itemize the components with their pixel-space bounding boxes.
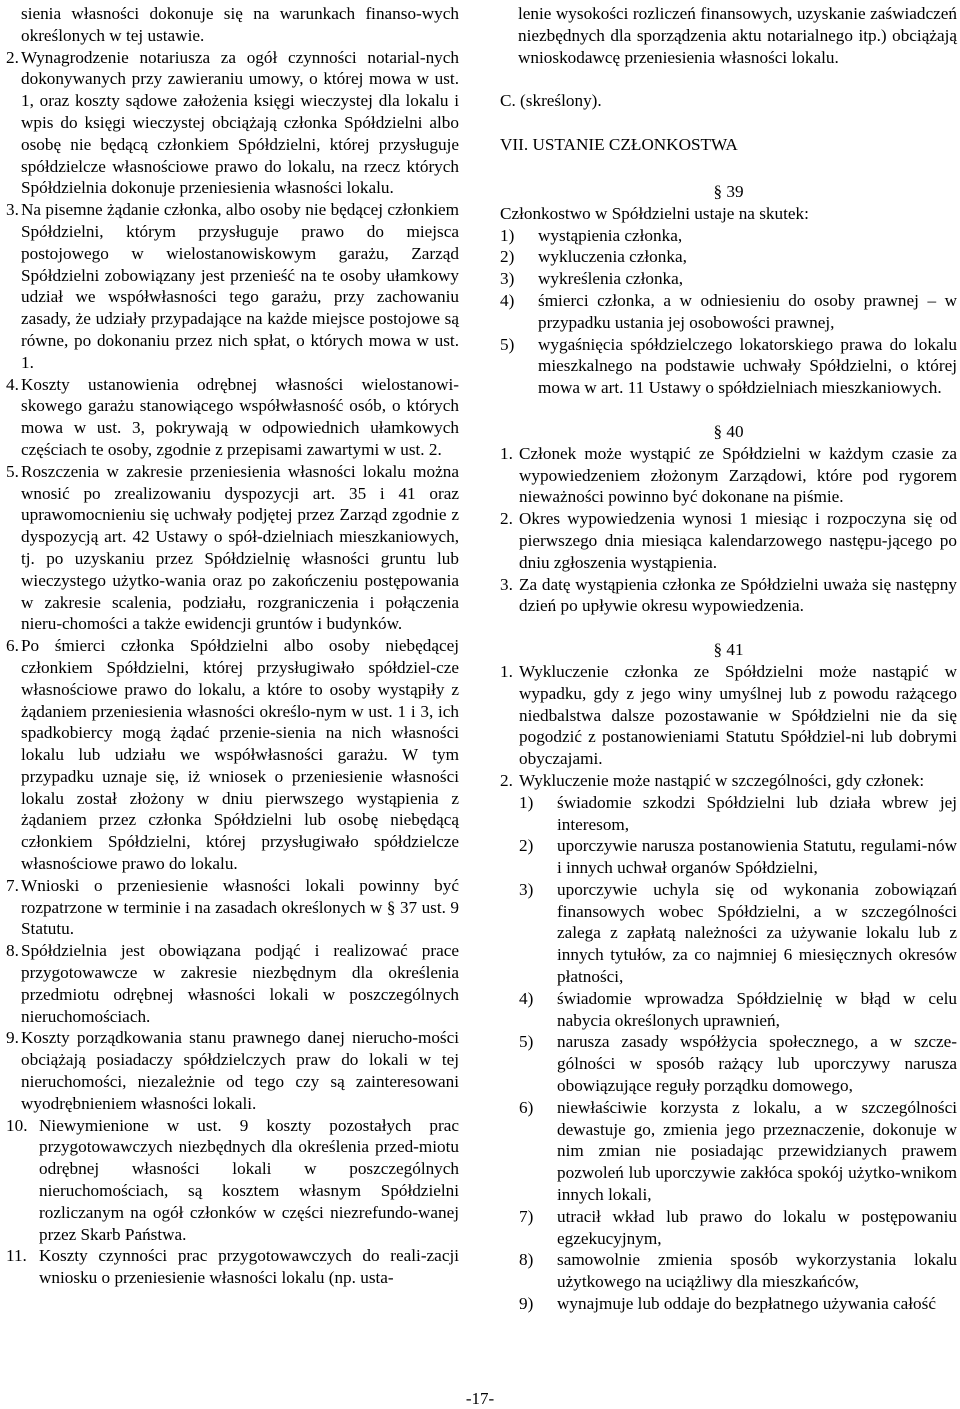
item-number: 1.: [500, 443, 513, 463]
paragraph-continuation: lenie wysokości rozliczeń finansowych, uzyskanie zaświadczeń niezbędnych dla sporządzenia aktu notarialnego itp.) obciążają wnioskodawcę przeniesienia własności lokalu.: [518, 4, 957, 67]
paragraph-text: Wnioski o przeniesienie własności lokali powinny być rozpatrzone w terminie i na zasadach określonych w § 37 ust. 9 Statutu.: [21, 875, 459, 939]
item-text: świadomie szkodzi Spółdzielni lub działa wbrew jej interesom,: [557, 792, 957, 834]
paragraph-number: 7.: [6, 875, 19, 895]
item-text: wynajmuje lub oddaje do bezpłatnego używania całość: [557, 1294, 936, 1314]
item-number: 5): [500, 334, 515, 354]
paragraph-number: 10.: [6, 1115, 28, 1135]
section-title-39: § 39: [713, 181, 744, 201]
section-title-40: § 40: [713, 421, 744, 441]
item-number: 2): [519, 836, 534, 856]
item-number: 2): [500, 247, 515, 267]
list-item: [519, 1031, 957, 1096]
item-text: narusza zasady współżycia społecznego, a w szcze-gólności w sposób rażący lub uporczywy narusza obowiązujące reguły porządku domowego,: [557, 1032, 957, 1096]
item-number: 9): [519, 1294, 534, 1314]
item-text: samowolnie zmienia sposób wykorzystania lokalu użytkowego na uciążliwy dla mieszkańców,: [557, 1250, 957, 1292]
right-column: [500, 3, 957, 1315]
section-intro: Członkostwo w Spółdzielni ustaje na skutek:: [500, 203, 809, 223]
item-number: 4): [500, 290, 515, 310]
item-number: 3.: [500, 574, 513, 594]
paragraph-number: 5.: [6, 461, 19, 481]
item-text: wykreślenia członka,: [538, 269, 684, 289]
list-item: [519, 1097, 957, 1206]
struck-section-c: C. (skreślony).: [500, 91, 602, 111]
item-number: 1): [500, 225, 515, 245]
list-item: [519, 835, 957, 879]
list-item: [500, 268, 957, 290]
paragraph-text: Niewymienione w ust. 9 koszty pozostałych prac przygotowawczych niezbędnych dla określenia przed-miotu odrębnej własności lokali w poszczególnych nieruchomościach, są kosztem własnym Spółdzielni rozliczanym na ogół członków w części niezrefundo-wanej przez Skarb Państwa.: [39, 1115, 459, 1244]
list-item: [500, 508, 957, 573]
list-item: [500, 334, 957, 399]
paragraph-text: Spółdzielnia jest obowiązana podjąć i realizować prace przygotowawcze w zakresie niezbędnym dla określenia przedmiotu odrębnej własności lokali w poszczególnych nieruchomościach.: [21, 941, 459, 1026]
page-number: -17-: [465, 1389, 495, 1408]
chapter-heading: VII. USTANIE CZŁONKOSTWA: [500, 135, 738, 155]
list-item: [519, 988, 957, 1032]
paragraph-5: [6, 461, 459, 635]
paragraph-text: Na pisemne żądanie członka, albo osoby nie będącej członkiem Spółdzielni, którym przysługuje prawo do miejsca postojowego w wielostanowiskowym garażu, Zarząd Spółdzielni zobowiązany jest przenieść na te osoby ułamkowy udział we współwłasności tego garażu, przy zachowaniu zasady, że udziały przypadające na każde miejsce postojowe są równe, po dokonaniu przez nich spłat, o których mowa w ust. 1.: [21, 200, 459, 372]
item-number: 1.: [500, 661, 513, 681]
item-text: Za datę wystąpienia członka ze Spółdzielni uważa się następny dzień po upływie okresu wypowiedzenia.: [519, 574, 957, 616]
item-text: niewłaściwie korzysta z lokalu, a w szczególności dewastuje go, zmienia jego przeznaczenie, dokonuje w nim zmian nie posiadając przewidzianych prawem pozwoleń lub uporczywie zakłóca spokój użytko-wnikom innych lokali,: [557, 1097, 957, 1205]
item-number: 2.: [500, 770, 513, 790]
item-text: utracił wkład lub prawo do lokalu w postępowaniu egzekucyjnym,: [557, 1206, 957, 1248]
left-column: [6, 3, 459, 1289]
item-text: Okres wypowiedzenia wynosi 1 miesiąc i rozpoczyna się od pierwszego dnia miesiąca kalendarzowego następu-jącego po dniu zgłoszenia wystąpienia.: [519, 509, 957, 572]
item-number: 3): [500, 269, 515, 289]
list-item: [500, 290, 957, 334]
item-number: 7): [519, 1206, 534, 1226]
list-item: [519, 1249, 957, 1293]
list-item: [519, 1293, 957, 1315]
paragraph-number: 11.: [6, 1246, 27, 1266]
paragraph-6: [6, 635, 459, 875]
paragraph-number: 4.: [6, 374, 19, 394]
list-item: [519, 879, 957, 988]
item-text: uporczywie narusza postanowienia Statutu, regulami-nów i innych uchwał organów Spółdzielni,: [557, 836, 957, 878]
paragraph-text: Koszty czynności prac przygotowawczych do reali-zacji wniosku o przeniesienie własności lokalu (np. usta-: [39, 1246, 459, 1288]
paragraph-7: [6, 875, 459, 940]
item-number: 5): [519, 1032, 534, 1052]
paragraph-number: 2.: [6, 47, 19, 67]
paragraph-2: [6, 47, 459, 200]
item-number: 8): [519, 1250, 534, 1270]
item-text: wystąpienia członka,: [538, 225, 683, 245]
item-number: 2.: [500, 509, 513, 529]
list-item: [500, 574, 957, 618]
paragraph-text: Roszczenia w zakresie przeniesienia własności lokalu można wnosić po zrealizowaniu dyspozycji art. 35 i 41 oraz uprawomocnieniu się uchwały podjętej przez Zarząd zgodnie z dyspozycją art. 42 Ustawy o spół-dzielniach mieszkaniowych, tj. po uzyskaniu przez Spółdzielnię własności gruntu lub wieczystego użytko-wania oraz po zakończeniu postępowania w zakresie scalenia, podziału, rozgraniczenia i połączenia nieru-chomości a także ewidencji gruntów i budynków.: [21, 461, 459, 634]
list-item: [500, 225, 957, 247]
paragraph-4: [6, 374, 459, 461]
section-title-41: § 41: [713, 640, 744, 660]
item-number: 3): [519, 879, 534, 899]
paragraph-9: [6, 1027, 459, 1114]
paragraph-number: 9.: [6, 1028, 19, 1048]
list-item: [500, 443, 957, 508]
paragraph-10: [6, 1115, 459, 1246]
item-text: Wykluczenie członka ze Spółdzielni może nastąpić w wypadku, gdy z jego winy umyślnej lub z powodu rażącego niedbalstwa dalsze pozostawanie w Spółdzielni nie da się pogodzić z postanowieniami Statutu Spółdziel-ni lub dobrymi obyczajami.: [519, 661, 957, 769]
item-number: 4): [519, 988, 534, 1008]
item-text: Wykluczenie może nastąpić w szczególności, gdy członek:: [519, 770, 925, 790]
paragraph-3: [6, 199, 459, 373]
list-item: [500, 770, 957, 792]
paragraph-text: Koszty ustanowienia odrębnej własności wielostanowi-skowego garażu stanowiącego współwłasność osób, o których mowa w ust. 3, pokrywają w odpowiednich ułamkowych częściach te osoby, zgodnie z przepisami zawartymi w ust. 2.: [21, 374, 459, 459]
paragraph-number: 8.: [6, 941, 19, 961]
item-text: wykluczenia członka,: [538, 247, 687, 267]
item-text: świadomie wprowadza Spółdzielnię w błąd w celu nabycia określonych uprawnień,: [557, 988, 957, 1030]
paragraph-number: 6.: [6, 636, 19, 656]
paragraph-text: Koszty porządkowania stanu prawnego danej nierucho-mości obciążają posiadaczy spółdzielczych praw do lokali w tej nieruchomości, niezależnie od tego czy są zainteresowani wyodrębnieniem własności lokali.: [21, 1028, 459, 1113]
paragraph-text: Wynagrodzenie notariusza za ogół czynności notarial-nych dokonywanych przy zawieraniu umowy, o której mowa w ust. 1, oraz koszty sądowe założenia księgi wieczystej dla lokalu i wpis do księgi wieczystej obciążają członka Spółdzielni albo osobę nie będącą członkiem Spółdzielni, której przysługuje spółdzielcze własnościowe prawo do lokalu, na rzecz których Spółdzielnia dokonuje przeniesienia własności lokalu.: [21, 47, 459, 198]
list-item: [500, 661, 957, 770]
item-number: 6): [519, 1097, 534, 1117]
paragraph-continuation: sienia własności dokonuje się na warunkach finanso-wych określonych w tej ustawie.: [21, 4, 459, 45]
paragraph-8: [6, 940, 459, 1027]
list-item: [519, 792, 957, 836]
paragraph-11: [6, 1245, 459, 1289]
item-text: Członek może wystąpić ze Spółdzielni w każdym czasie za wypowiedzeniem złożonym Zarządowi, które pod rygorem nieważności powinno być dokonane na piśmie.: [519, 443, 957, 507]
item-number: 1): [519, 792, 534, 812]
item-text: uporczywie uchyla się od wykonania zobowiązań finansowych wobec Spółdzielni, a w szczególności zalega z zapłatą należności za używanie lokalu lub z innych tytułów, za co najmniej 6 miesięcznych okresów płatności,: [557, 879, 957, 987]
paragraph-number: 3.: [6, 200, 19, 220]
sub-list: [500, 792, 957, 1315]
item-text: śmierci członka, a w odniesieniu do osoby prawnej – w przypadku ustania jej osobowości prawnej,: [538, 290, 957, 332]
list-item: [500, 246, 957, 268]
list-item: [519, 1206, 957, 1250]
paragraph-text: Po śmierci członka Spółdzielni albo osoby niebędącej członkiem Spółdzielni, której przysługiwało spółdziel-cze własnościowe prawo do lokalu, a które to osoby wystąpiły z żądaniem przeniesienia własności określo-nym w ust. 1 i 3, ich spadkobiercy mogą żądać przenie-sienia na nich własności lokalu lub udziału we współwłasności garażu. W tym przypadku uznaje się, iż wniosek o przeniesienie własności lokalu został złożony w dniu pierwszego wystąpienia z żądaniem przez członka Spółdzielni lub osobę niebędącą członkiem Spółdzielni, której przysługiwało spółdzielcze własnościowe prawo do lokalu.: [21, 636, 459, 874]
item-text: wygaśnięcia spółdzielczego lokatorskiego prawa do lokalu mieszkalnego na podstawie uchwały Spółdzielni, o której mowa w art. 11 Ustawy o spółdzielniach mieszkaniowych.: [538, 334, 957, 398]
